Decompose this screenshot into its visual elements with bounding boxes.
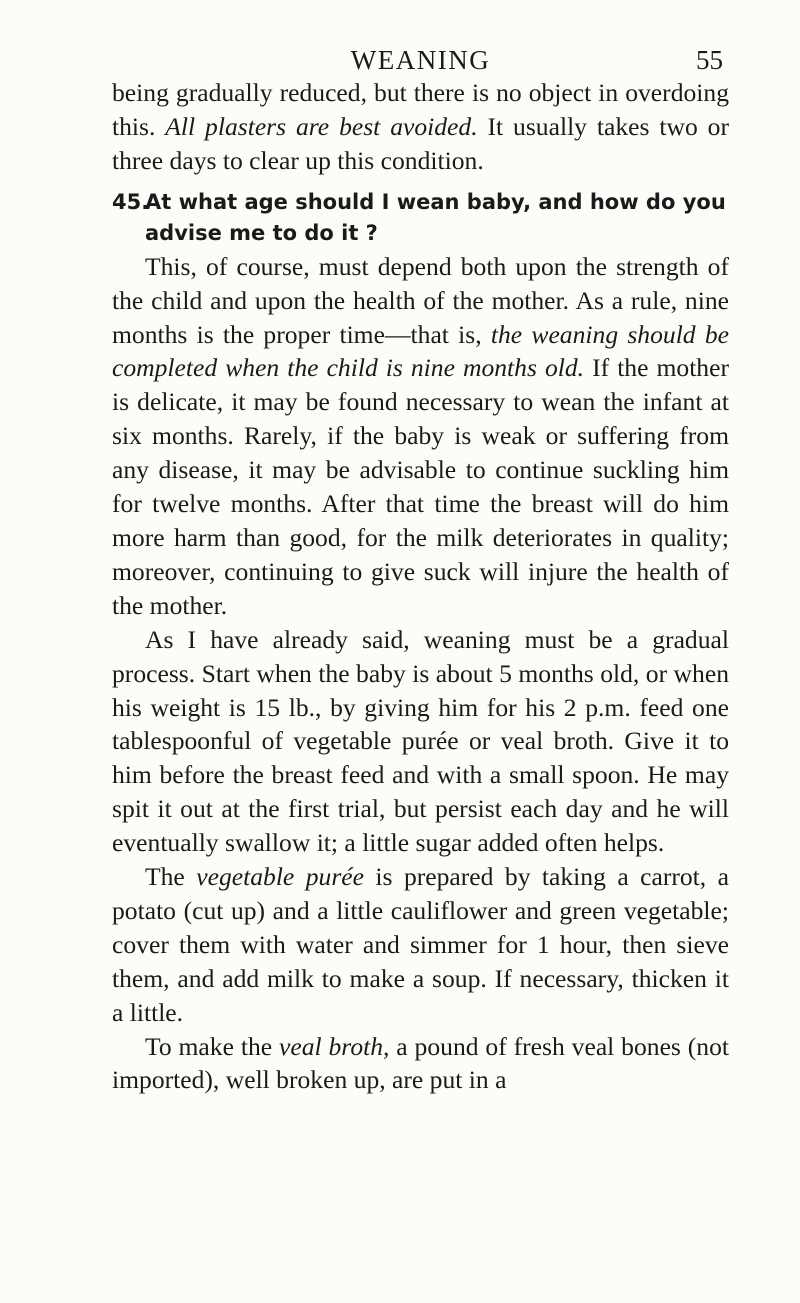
text-span: a pound of fresh veal bones (not imported), well broken up, are put in a [112,1031,730,1095]
question-number: 45. [112,189,150,214]
text-span: is prepared by taking a carrot, a potato (cut up) and a little cauliflower and green vegetable; cover them with water and simmer for 1 hour, then sieve them, and add milk to make a soup. If necessary, thicken it a little. [112,862,729,1027]
text-span: The [145,862,197,892]
emphasis-text: All plasters are best avoided. [165,111,478,141]
text-span: This, of course, must depend both upon the strength of the child and upon the health of the mother. As a rule, nine months is the proper time—that is, [112,251,729,349]
page-header [112,0,729,76]
text-span: To make the [145,1031,279,1061]
page-body [112,76,729,1097]
emphasis-text: the weaning should be completed when the child is nine months old. [112,319,730,383]
emphasis-text: veal broth, [279,1031,390,1061]
text-span: being gradually reduced, but there is no object in overdoing this. [112,78,729,141]
text-span: It usually takes two or three days to clear up this condition. [112,111,729,175]
emphasis-text: vegetable purée [196,862,364,892]
paragraph-vegetable-puree [112,860,729,1030]
page-number: 55 [696,45,723,75]
paragraph-continuation [112,76,729,178]
paragraph-weaning-process: As I have already said, weaning must be a gradual process. Start when the baby is about 5 months old, or when his weight is 15 lb., by giving him for his 2 p.m. feed one tablespoonful of vegetable purée or veal broth. Give it to him before the breast feed and with a small spoon. He may spit it out at the first trial, but persist each day and he will eventually swallow it; a little sugar added often helps. [112,624,729,858]
text-span: If the mother is delicate, it may be found necessary to wean the infant at six months. Rarely, if the baby is weak or suffering from any disease, it may be advisable to continue suckling him for twelve months. After that time the breast will do him more harm than good, for the milk deteriorates in quality; moreover, continuing to give suck will injure the health of the mother. [112,353,729,620]
paragraph-answer [112,250,729,623]
question-heading [112,187,729,249]
paragraph-veal-broth [112,1030,729,1098]
running-title: WEANING [350,45,491,75]
question-text: At what age should I wean baby, and how do you advise me to do it ? [145,189,726,245]
